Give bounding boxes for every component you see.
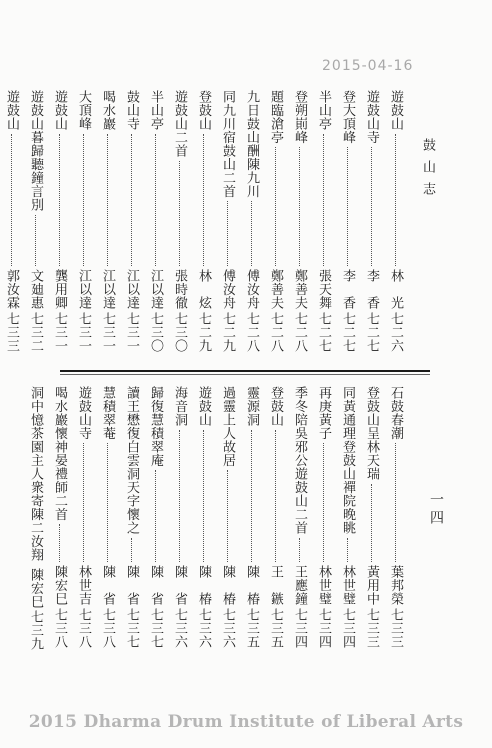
toc-entry-author: 王 鏃 bbox=[268, 565, 283, 606]
toc-entry-author: 李 香 bbox=[364, 269, 379, 310]
toc-entry-title: 半山亭 bbox=[316, 90, 331, 131]
toc-entry-title: 登大頂峰 bbox=[340, 90, 355, 144]
toc-entry-page: 七三九 bbox=[28, 610, 43, 651]
toc-entry-page: 七三八 bbox=[100, 607, 115, 648]
page-number: 一四 bbox=[428, 492, 444, 528]
toc-entry-title: 大頂峰 bbox=[76, 90, 91, 131]
toc-entry-title: 石鼓春潮 bbox=[388, 386, 403, 440]
toc-entry-title: 遊鼓山二首 bbox=[172, 90, 187, 158]
toc-entry bbox=[264, 386, 286, 648]
toc-entry-title: 海音洞 bbox=[172, 386, 187, 427]
running-title: 鼓山志 bbox=[420, 138, 435, 204]
toc-entry-author: 鄭善夫 bbox=[292, 269, 307, 310]
toc-entry-page: 七二七 bbox=[364, 311, 379, 352]
toc-entry bbox=[264, 90, 286, 352]
toc-entry-author: 林 炫 bbox=[196, 269, 211, 310]
toc-entry bbox=[312, 386, 334, 648]
toc-entry bbox=[144, 90, 166, 352]
toc-entry-page: 七三三 bbox=[4, 311, 19, 352]
toc-entry-title: 鼓山寺 bbox=[124, 90, 139, 131]
toc-entry-title: 同九川宿鼓山二首 bbox=[220, 90, 235, 198]
toc-entry-page: 七三七 bbox=[148, 607, 163, 648]
toc-entry bbox=[48, 90, 70, 352]
toc-entry-author: 陳 省 bbox=[100, 565, 115, 606]
dot-leader bbox=[131, 538, 132, 563]
toc-entry-title: 登鼓山 bbox=[196, 90, 211, 131]
toc-entry-author: 張天舞 bbox=[316, 269, 331, 310]
toc-entry-page: 七二九 bbox=[196, 311, 211, 352]
toc-entry bbox=[120, 386, 142, 648]
dot-leader bbox=[299, 147, 300, 266]
toc-entry-page: 七三一 bbox=[124, 311, 139, 352]
dot-leader bbox=[371, 484, 372, 563]
toc-entry-author: 陳宏巳 bbox=[28, 567, 43, 608]
dot-leader bbox=[347, 538, 348, 563]
toc-entry bbox=[240, 386, 262, 648]
toc-entry-author: 傅汝舟 bbox=[244, 269, 259, 310]
dot-leader bbox=[83, 134, 84, 267]
section-divider-thin bbox=[60, 374, 430, 375]
toc-entry-author: 陳宏巳 bbox=[52, 565, 67, 606]
toc-entry bbox=[336, 90, 358, 352]
toc-entry-author: 陳 省 bbox=[124, 565, 139, 606]
toc-entry-author: 文廸惠 bbox=[28, 269, 43, 310]
toc-entry-author: 林世吉 bbox=[76, 565, 91, 606]
toc-entry bbox=[360, 90, 382, 352]
toc-entry-author: 林世璧 bbox=[340, 565, 355, 606]
dot-leader bbox=[35, 215, 36, 267]
dot-leader bbox=[203, 134, 204, 267]
dot-leader bbox=[275, 147, 276, 266]
toc-entry-title: 遊鼓山 bbox=[4, 90, 19, 131]
dot-leader bbox=[83, 443, 84, 562]
toc-entry-page: 七三一 bbox=[76, 311, 91, 352]
dot-leader bbox=[395, 443, 396, 562]
toc-entry-title: 登鼓山 bbox=[268, 386, 283, 427]
toc-entry-title: 九日鼓山酬陳九川 bbox=[244, 90, 259, 198]
toc-entry-page: 七三四 bbox=[340, 607, 355, 648]
toc-entry-author: 江以達 bbox=[148, 269, 163, 310]
toc-entry-author: 陳 省 bbox=[148, 565, 163, 606]
toc-entry-author: 陳 椿 bbox=[220, 565, 235, 606]
toc-entry-title: 洞中憶茶園主人衆寄陳二汝翔 bbox=[28, 386, 43, 562]
toc-entry-title: 遊鼓山暮歸聽鐘言別 bbox=[28, 90, 43, 212]
dot-leader bbox=[155, 470, 156, 562]
toc-entry-page: 七三一 bbox=[52, 311, 67, 352]
toc-entry-title: 靈源洞 bbox=[244, 386, 259, 427]
toc-entry-author: 葉邦榮 bbox=[388, 565, 403, 606]
toc-entry bbox=[360, 386, 382, 648]
toc-entry-title: 季冬陪吳邪公遊鼓山二首 bbox=[292, 386, 307, 535]
dot-leader bbox=[371, 147, 372, 266]
toc-entry bbox=[72, 90, 94, 352]
toc-entry bbox=[336, 386, 358, 648]
dot-leader bbox=[275, 430, 276, 563]
toc-entry bbox=[48, 386, 70, 648]
toc-entry-author: 王應鐘 bbox=[292, 565, 307, 606]
toc-entry-author: 傅汝舟 bbox=[220, 269, 235, 310]
toc-entry-author: 郭汝霖 bbox=[4, 269, 19, 310]
toc-entry bbox=[168, 90, 190, 352]
upper-toc-block bbox=[0, 90, 406, 352]
toc-entry-author: 張時徹 bbox=[172, 269, 187, 310]
toc-entry bbox=[0, 90, 22, 352]
section-divider bbox=[60, 370, 430, 372]
toc-entry-page: 七二八 bbox=[244, 311, 259, 352]
toc-entry-title: 慧積翠菴 bbox=[100, 386, 115, 440]
toc-entry bbox=[288, 386, 310, 648]
toc-entry-title: 遊鼓山寺 bbox=[364, 90, 379, 144]
dot-leader bbox=[179, 430, 180, 563]
toc-entry-author: 林世璧 bbox=[316, 565, 331, 606]
lower-toc-block bbox=[22, 386, 406, 651]
toc-entry-page: 七三一 bbox=[100, 311, 115, 352]
toc-entry-title: 歸復慧積翠庵 bbox=[148, 386, 163, 467]
toc-entry-title: 讀王懋復白雲洞天字懷之 bbox=[124, 386, 139, 535]
toc-entry-author: 江以達 bbox=[100, 269, 115, 310]
date-stamp: 2015-04-16 bbox=[322, 58, 414, 74]
toc-entry-page: 七三六 bbox=[220, 607, 235, 648]
toc-entry bbox=[120, 90, 142, 352]
toc-entry bbox=[96, 386, 118, 648]
toc-entry-title: 登鼓山呈林天瑞 bbox=[364, 386, 379, 481]
toc-entry-page: 七三三 bbox=[364, 607, 379, 648]
toc-entry bbox=[192, 90, 214, 352]
toc-entry-author: 江以達 bbox=[124, 269, 139, 310]
toc-entry-page: 七三七 bbox=[124, 607, 139, 648]
toc-entry-title: 喝水巖 bbox=[100, 90, 115, 131]
toc-entry bbox=[168, 386, 190, 648]
toc-entry-page: 七二九 bbox=[220, 311, 235, 352]
toc-entry-title: 遊鼓山 bbox=[196, 386, 211, 427]
toc-entry bbox=[72, 386, 94, 648]
toc-entry-title: 過靈上人故居 bbox=[220, 386, 235, 467]
dot-leader bbox=[107, 134, 108, 267]
toc-entry-page: 七三〇 bbox=[172, 311, 187, 352]
toc-entry bbox=[384, 386, 406, 648]
toc-entry-page: 七三六 bbox=[196, 607, 211, 648]
toc-entry-title: 再庚黃子 bbox=[316, 386, 331, 440]
dot-leader bbox=[131, 134, 132, 267]
toc-entry-title: 半山亭 bbox=[148, 90, 163, 131]
toc-entry-page: 七二八 bbox=[292, 311, 307, 352]
toc-entry-page: 七三八 bbox=[52, 607, 67, 648]
dot-leader bbox=[11, 134, 12, 267]
dot-leader bbox=[227, 470, 228, 562]
toc-entry-page: 七三八 bbox=[76, 607, 91, 648]
toc-entry bbox=[240, 90, 262, 352]
toc-entry bbox=[384, 90, 406, 352]
toc-entry bbox=[312, 90, 334, 352]
dot-leader bbox=[227, 201, 228, 266]
dot-leader bbox=[107, 443, 108, 562]
toc-entry-author: 江以達 bbox=[76, 269, 91, 310]
toc-entry bbox=[24, 386, 46, 651]
toc-entry-title: 遊鼓山寺 bbox=[76, 386, 91, 440]
toc-entry-author: 陳 椿 bbox=[196, 565, 211, 606]
dot-leader bbox=[59, 524, 60, 562]
dot-leader bbox=[203, 430, 204, 563]
toc-entry-page: 七三六 bbox=[172, 607, 187, 648]
toc-entry-page: 七三四 bbox=[292, 607, 307, 648]
dot-leader bbox=[59, 134, 60, 267]
dot-leader bbox=[155, 134, 156, 267]
toc-entry-author: 李 香 bbox=[340, 269, 355, 310]
toc-entry-page: 七三三 bbox=[388, 607, 403, 648]
toc-entry-page: 七三〇 bbox=[148, 311, 163, 352]
dot-leader bbox=[323, 443, 324, 562]
toc-entry-author: 龔用卿 bbox=[52, 269, 67, 310]
toc-entry bbox=[24, 90, 46, 352]
toc-entry-page: 七二六 bbox=[388, 311, 403, 352]
dot-leader bbox=[251, 430, 252, 563]
toc-entry-title: 同黃通理登鼓山禪院晚眺 bbox=[340, 386, 355, 535]
toc-entry bbox=[216, 386, 238, 648]
toc-entry-title: 遊鼓山 bbox=[52, 90, 67, 131]
toc-entry-page: 七二七 bbox=[340, 311, 355, 352]
dot-leader bbox=[347, 147, 348, 266]
toc-entry-title: 喝水巖懷神晏禮師二首 bbox=[52, 386, 67, 521]
toc-entry-page: 七二七 bbox=[316, 311, 331, 352]
toc-entry-author: 林 光 bbox=[388, 269, 403, 310]
toc-entry bbox=[216, 90, 238, 352]
toc-entry bbox=[192, 386, 214, 648]
toc-entry-title: 遊鼓山 bbox=[388, 90, 403, 131]
dot-leader bbox=[395, 134, 396, 267]
footer-watermark: 2015 Dharma Drum Institute of Liberal Arts bbox=[28, 712, 464, 732]
dot-leader bbox=[299, 538, 300, 563]
dot-leader bbox=[323, 134, 324, 267]
toc-entry-author: 陳 椿 bbox=[244, 565, 259, 606]
toc-entry-page: 七三五 bbox=[268, 607, 283, 648]
toc-entry bbox=[288, 90, 310, 352]
toc-entry-page: 七三二 bbox=[28, 311, 43, 352]
toc-entry-page: 七三四 bbox=[316, 607, 331, 648]
toc-entry-title: 登朔崱峰 bbox=[292, 90, 307, 144]
toc-entry-author: 陳 省 bbox=[172, 565, 187, 606]
toc-entry-title: 題臨滄亭 bbox=[268, 90, 283, 144]
toc-entry bbox=[96, 90, 118, 352]
toc-entry-author: 黃用中 bbox=[364, 565, 379, 606]
toc-entry-page: 七二八 bbox=[268, 311, 283, 352]
dot-leader bbox=[179, 161, 180, 267]
toc-entry-page: 七三五 bbox=[244, 607, 259, 648]
toc-entry bbox=[144, 386, 166, 648]
toc-entry-author: 鄭善夫 bbox=[268, 269, 283, 310]
dot-leader bbox=[251, 201, 252, 266]
